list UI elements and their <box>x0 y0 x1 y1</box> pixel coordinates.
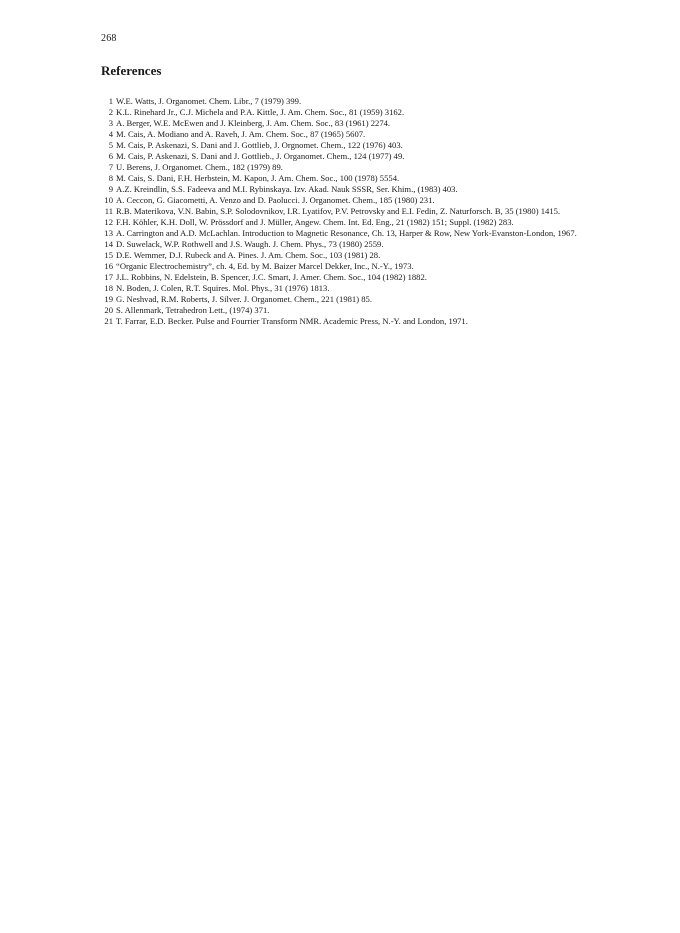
reference-number: 8 <box>108 173 113 183</box>
reference-item <box>100 184 586 195</box>
reference-item <box>100 96 586 107</box>
reference-text: U. Berens, J. Organomet. Chem., 182 (1979) 89. <box>116 162 283 172</box>
reference-number: 12 <box>104 217 113 227</box>
reference-item <box>100 261 586 272</box>
reference-number: 18 <box>104 283 113 293</box>
reference-item <box>100 228 586 239</box>
reference-item <box>100 316 586 327</box>
reference-item <box>100 151 586 162</box>
reference-list <box>100 96 586 327</box>
reference-text: K.L. Rinehard Jr., C.J. Michela and P.A. Kittle, J. Am. Chem. Soc., 81 (1959) 3162. <box>116 107 405 117</box>
reference-number: 17 <box>104 272 113 282</box>
reference-text: F.H. Köhler, K.H. Doll, W. Prössdorf and J. Müller, Angew. Chem. Int. Ed. Eng., 21 (1982) 151; Suppl. (1982) 283. <box>116 217 514 227</box>
reference-text: A. Berger, W.E. McEwen and J. Kleinberg, J. Am. Chem. Soc., 83 (1961) 2274. <box>116 118 391 128</box>
reference-number: 5 <box>108 140 113 150</box>
reference-number: 3 <box>108 118 113 128</box>
reference-number: 16 <box>104 261 113 271</box>
reference-item <box>100 294 586 305</box>
reference-text: M. Cais, P. Askenazi, S. Dani and J. Gottlieb, J. Orgnomet. Chem., 122 (1976) 403. <box>116 140 403 150</box>
reference-text: M. Cais, A. Modiano and A. Raveh, J. Am. Chem. Soc., 87 (1965) 5607. <box>116 129 366 139</box>
reference-text: G. Neshvad, R.M. Roberts, J. Silver. J. Organomet. Chem., 221 (1981) 85. <box>116 294 372 304</box>
reference-text: A. Carrington and A.D. McLachlan. Introduction to Magnetic Resonance, Ch. 13, Harper & Row, New York-Evanston-London, 1967. <box>116 228 577 238</box>
reference-text: A.Z. Kreindlin, S.S. Fadeeva and M.I. Rybinskaya. Izv. Akad. Nauk SSSR, Ser. Khim., (1983) 403. <box>116 184 458 194</box>
reference-text: D. Suwelack, W.P. Rothwell and J.S. Waugh. J. Chem. Phys., 73 (1980) 2559. <box>116 239 384 249</box>
reference-text: J.L. Robbins, N. Edelstein, B. Spencer, J.C. Smart, J. Amer. Chem. Soc., 104 (1982) 1882. <box>116 272 427 282</box>
reference-number: 6 <box>108 151 113 161</box>
reference-number: 15 <box>104 250 113 260</box>
reference-number: 2 <box>108 107 113 117</box>
reference-text: M. Cais, S. Dani, F.H. Herbstein, M. Kapon, J. Am. Chem. Soc., 100 (1978) 5554. <box>116 173 400 183</box>
reference-item <box>100 107 586 118</box>
reference-text: W.E. Watts, J. Organomet. Chem. Libr., 7 (1979) 399. <box>116 96 302 106</box>
reference-text: D.E. Wemmer, D.J. Rubeck and A. Pines. J. Am. Chem. Soc., 103 (1981) 28. <box>116 250 381 260</box>
reference-item <box>100 272 586 283</box>
reference-item <box>100 162 586 173</box>
reference-text: A. Ceccon, G. Giacometti, A. Venzo and D. Paolucci. J. Organomet. Chem., 185 (1980) 231. <box>116 195 435 205</box>
reference-text: T. Farrar, E.D. Becker. Pulse and Fourrier Transform NMR. Academic Press, N.-Y. and London, 1971. <box>116 316 468 326</box>
reference-number: 9 <box>108 184 113 194</box>
reference-item <box>100 195 586 206</box>
reference-item <box>100 283 586 294</box>
reference-item <box>100 129 586 140</box>
reference-number: 14 <box>104 239 113 249</box>
reference-item <box>100 140 586 151</box>
reference-item <box>100 173 586 184</box>
reference-item <box>100 217 586 228</box>
reference-number: 7 <box>108 162 113 172</box>
page-number: 268 <box>101 33 117 44</box>
reference-item <box>100 118 586 129</box>
section-heading-references: References <box>101 63 162 78</box>
reference-number: 19 <box>104 294 113 304</box>
reference-number: 11 <box>104 206 113 216</box>
reference-text: “Organic Electrochemistry”, ch. 4, Ed. by M. Baizer Marcel Dekker, Inc., N.-Y., 1973. <box>116 261 414 271</box>
reference-text: M. Cais, P. Askenazi, S. Dani and J. Gottlieb., J. Organomet. Chem., 124 (1977) 49. <box>116 151 405 161</box>
reference-number: 10 <box>104 195 113 205</box>
reference-item <box>100 206 586 217</box>
reference-item <box>100 239 586 250</box>
reference-item <box>100 305 586 316</box>
reference-text: R.B. Materikova, V.N. Babin, S.P. Solodovnikov, I.R. Lyatifov, P.V. Petrovsky and E.I. Fedin, Z. Naturforsch. B, 35 (1980) 1415. <box>116 206 561 216</box>
reference-text: N. Boden, J. Colen, R.T. Squires. Mol. Phys., 31 (1976) 1813. <box>116 283 330 293</box>
reference-number: 1 <box>108 96 113 106</box>
reference-number: 20 <box>104 305 113 315</box>
reference-number: 21 <box>104 316 113 326</box>
reference-number: 4 <box>108 129 113 139</box>
reference-item <box>100 250 586 261</box>
reference-number: 13 <box>104 228 113 238</box>
reference-text: S. Allenmark, Tetrahedron Lett., (1974) 371. <box>116 305 270 315</box>
